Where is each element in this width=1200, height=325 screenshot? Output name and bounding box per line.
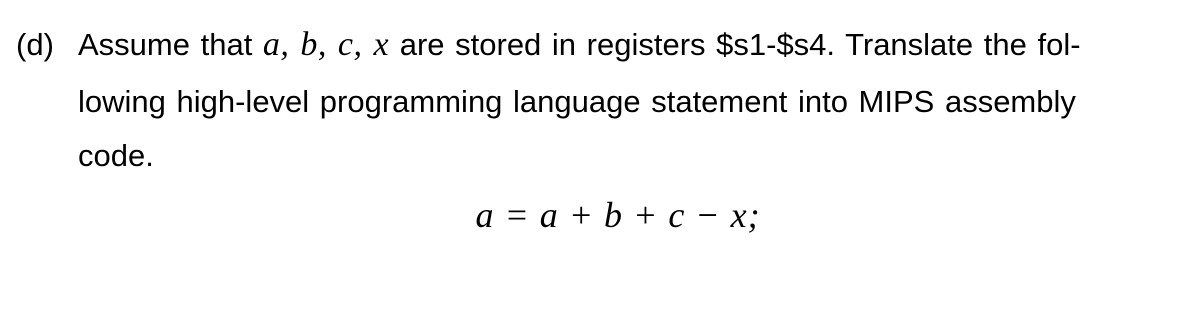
problem-text-line-1 (78, 20, 1081, 70)
variables-inline-math: a, b, c, x (262, 26, 390, 63)
equation-text: a = a + b + c − x; (475, 195, 761, 235)
problem-text-line-2: lowing high-level programming language statement into MIPS assembly (78, 84, 1076, 119)
text-before-variables: Assume that (78, 27, 263, 62)
text-after-variables: are stored in registers $s1-$s4. Translate the fol- (389, 27, 1081, 62)
display-equation (0, 185, 1200, 245)
problem-label: (d) (16, 27, 54, 62)
problem-text-line-3: code. (78, 138, 154, 173)
